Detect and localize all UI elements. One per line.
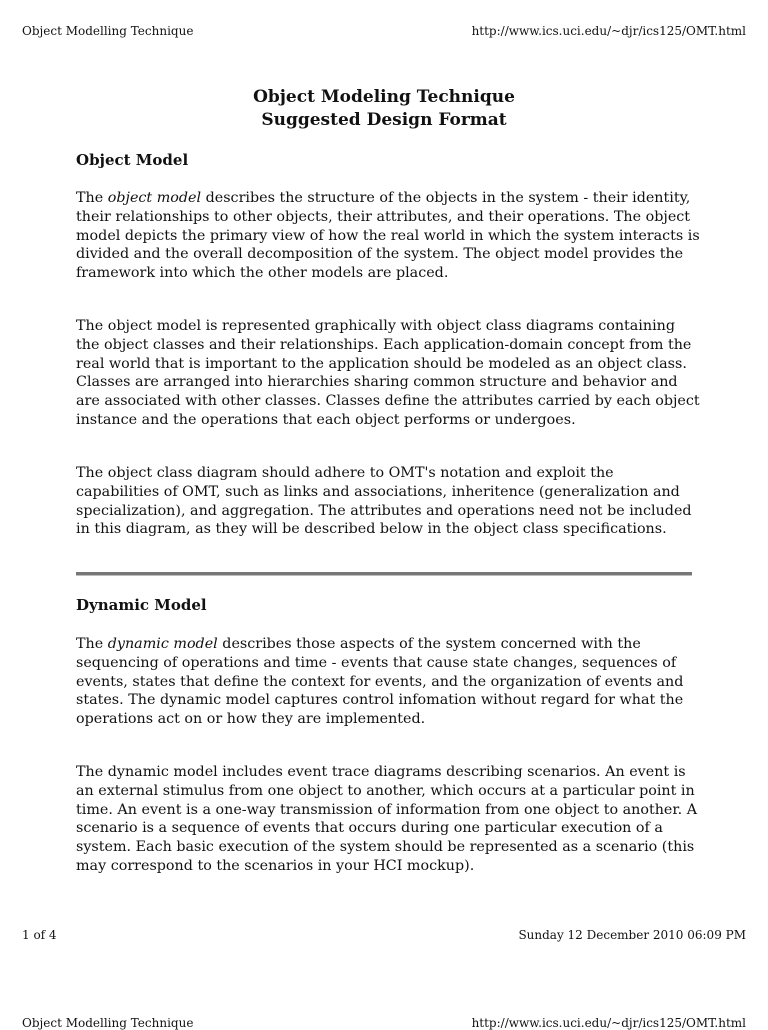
print-timestamp: Sunday 12 December 2010 06:09 PM [518,928,746,942]
next-page-header-title: Object Modelling Technique [22,1016,194,1030]
object-model-paragraph-3: The object class diagram should adhere to OMT's notation and exploit the capabilities of OMT, such as links and associations, inheritence (generalization and specialization), and aggregation. The attributes and operations need not be included in this diagram, as they will be described below in the object class specifications. [76,465,692,538]
section-heading-object-model: Object Model [76,151,189,169]
document-title: Object Modeling Technique [253,87,515,107]
next-page-header-url[interactable]: http://www.ics.uci.edu/~djr/ics125/OMT.html [471,1016,746,1030]
print-header-url[interactable]: http://www.ics.uci.edu/~djr/ics125/OMT.html [471,24,746,38]
dynamic-model-p1-body: describes those aspects of the system concerned with the sequencing of operations and time - events that cause state changes, sequences of events, states that define the context for events, and the organization of events and states. The dynamic model captures control infomation without regard for what the operations act on or how they are implemented. [76,636,684,728]
object-model-paragraph-1 [76,189,700,283]
section-heading-dynamic-model: Dynamic Model [76,596,207,614]
object-model-paragraph-2: The object model is represented graphically with object class diagrams containing the object classes and their relationships. Each application-domain concept from the real world that is important to the application should be modeled as an object class. Classes are arranged into hierarchies sharing common structure and behavior and are associated with other classes. Classes define the attributes carried by each object instance and the operations that each object performs or undergoes. [76,318,700,428]
object-model-term: object model [107,190,202,206]
dynamic-model-paragraph-1 [76,635,700,729]
print-header-title: Object Modelling Technique [22,24,194,38]
object-model-p1-intro: The [76,190,108,206]
document-subtitle: Suggested Design Format [261,110,507,130]
object-model-p1-body: describes the structure of the objects in the system - their identity, their relationships to other objects, their attributes, and their operations. The object model depicts the primary view of how the real world in which the system interacts is divided and the overall decomposition of the system. The object model provides the framework into which the other models are placed. [76,190,700,282]
page-number: 1 of 4 [22,928,57,942]
dynamic-model-p1-intro: The [76,636,108,652]
dynamic-model-paragraph-2: The dynamic model includes event trace diagrams describing scenarios. An event is an external stimulus from one object to another, which occurs at a particular point in time. An event is a one-way transmission of information from one object to another. A scenario is a sequence of events that occurs during one particular execution of a system. Each basic execution of the system should be represented as a scenario (this may correspond to the scenarios in your HCI mockup). [76,764,698,874]
section-divider [76,572,692,576]
dynamic-model-term: dynamic model [107,636,218,652]
